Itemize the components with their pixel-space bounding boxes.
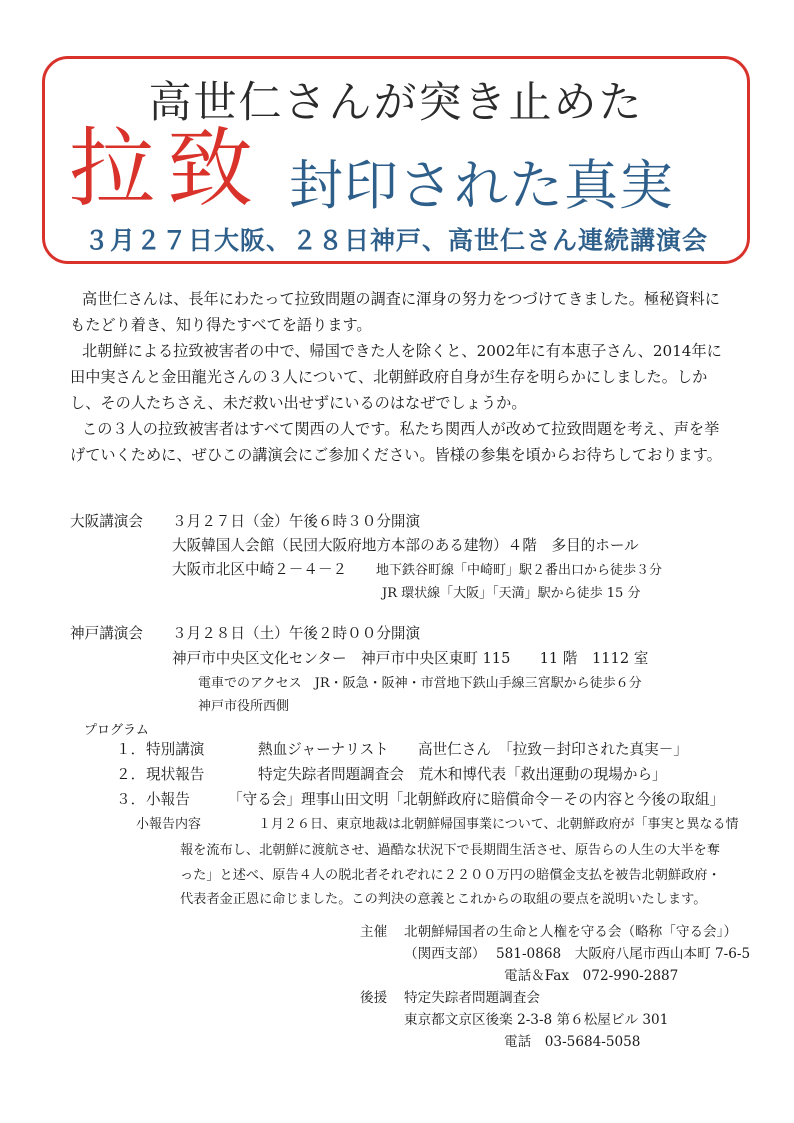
program-note-line: １月２６日、東京地裁は北朝鮮帰国事業について、北朝鮮政府が「事実と異なる情 [258,817,739,832]
title-main: 拉致 [69,119,265,219]
intro-paragraph: 高世仁さんは、長年にわたって拉致問題の調査に渾身の努力をつづけてきました。極秘資料にもたどり着き、知り得たすべてを語ります。 [70,290,720,334]
sponsor-name: 特定失踪者問題調査会 [404,990,540,1006]
kobe-access-note: 神戸市役所西側 [198,699,290,714]
program-item-number: ３． [116,791,146,808]
intro-paragraph: この３人の拉致被害者はすべて関西の人です。私たち関西人が改めて拉致問題を考え、声を挙げていくために、ぜひこの講演会にご参加ください。皆様の参集を頃からお待ちしております。 [70,420,722,464]
intro-paragraph: 北朝鮮による拉致被害者の中で、帰国できた人を除くと、2002年に有本恵子さん、2014年に田中実さんと金田龍光さんの３人について、北朝鮮政府自身が生存を明らかにしました。しかし、その人たちさえ、未だ救い出せずにいるのはなぜでしょうか。 [70,342,722,412]
osaka-access-jr: JR 環状線「大阪」「天満」駅から徒歩 15 分 [382,586,641,601]
program-item-detail: 熱血ジャーナリスト 高世仁さん 「拉致－封印された真実－」 [258,741,688,758]
program-note-body [180,839,780,913]
program-item-detail: 「守る会」理事山田文明「北朝鮮政府に賠償命令－その内容と今後の取組」 [228,791,725,808]
title-main-secondary: 封印された真実 [289,154,674,217]
osaka-label: 大阪講演会 [70,513,143,530]
organizer-address: 581-0868 大阪府八尾市西山本町 7-6-5 [496,946,751,962]
title-box [42,56,750,264]
osaka-address: 大阪市北区中崎２－４－２ [172,561,348,578]
kobe-access: 電車でのアクセス JR・阪急・阪神・市営地下鉄山手線三宮駅から徒歩６分 [198,676,642,691]
program-item-number: ２． [116,766,146,783]
organizer-name: 北朝鮮帰国者の生命と人権を守る会（略称「守る会」） [404,924,738,940]
organizer-branch: （関西支部） [404,946,486,962]
kobe-datetime: ３月２８日（土）午後２時００分開演 [172,625,421,642]
intro-text [70,286,730,468]
program-item-name: 現状報告 [146,766,205,783]
osaka-venue: 大阪韓国人会館（民団大阪府地方本部のある建物）４階 多目的ホール [172,537,639,554]
kobe-venue: 神戸市中央区文化センター 神戸市中央区東町 115 11 階 1112 室 [172,650,649,667]
program-note-label: 小報告内容 [136,817,202,832]
organizer-label: 主催 [360,924,388,940]
title-event-dates: ３月２７日大阪、２８日神戸、高世仁さん連続講演会 [83,226,708,255]
program-item-detail: 特定失踪者問題調査会 荒木和博代表「救出運動の現場から」 [258,766,667,783]
osaka-access-subway: 地下鉄谷町線「中崎町」駅２番出口から徒歩３分 [376,563,663,578]
program-title: プログラム [84,723,149,738]
program-item-name: 特別講演 [146,741,205,758]
program-note-line: 代表者金正恩に命じました。この判決の意義とこれからの取組の要点を説明いたします。 [180,892,707,907]
sponsor-address: 東京都文京区後楽 2-3-8 第６松屋ビル 301 [404,1012,669,1028]
sponsor-tel: 電話 03-5684-5058 [504,1034,641,1050]
title-subtitle: 高世仁さんが突き止めた [148,78,644,128]
program-item-number: １． [116,741,146,758]
program-note-line: 報を流布し、北朝鮮に渡航させ、過酷な状況下で長期間生活させ、原告らの人生の大半を奪 [180,843,720,858]
kobe-label: 神戸講演会 [70,625,143,642]
program-note-line: った」と述べ、原告４人の脱北者それぞれに２２００万円の賠償金支払を被告北朝鮮政府・ [180,867,721,883]
organizer-tel: 電話＆Fax 072-990-2887 [504,968,679,984]
osaka-datetime: ３月２７日（金）午後６時３０分開演 [172,513,421,530]
sponsor-label: 後援 [360,990,388,1006]
program-item-name: 小報告 [146,791,190,808]
